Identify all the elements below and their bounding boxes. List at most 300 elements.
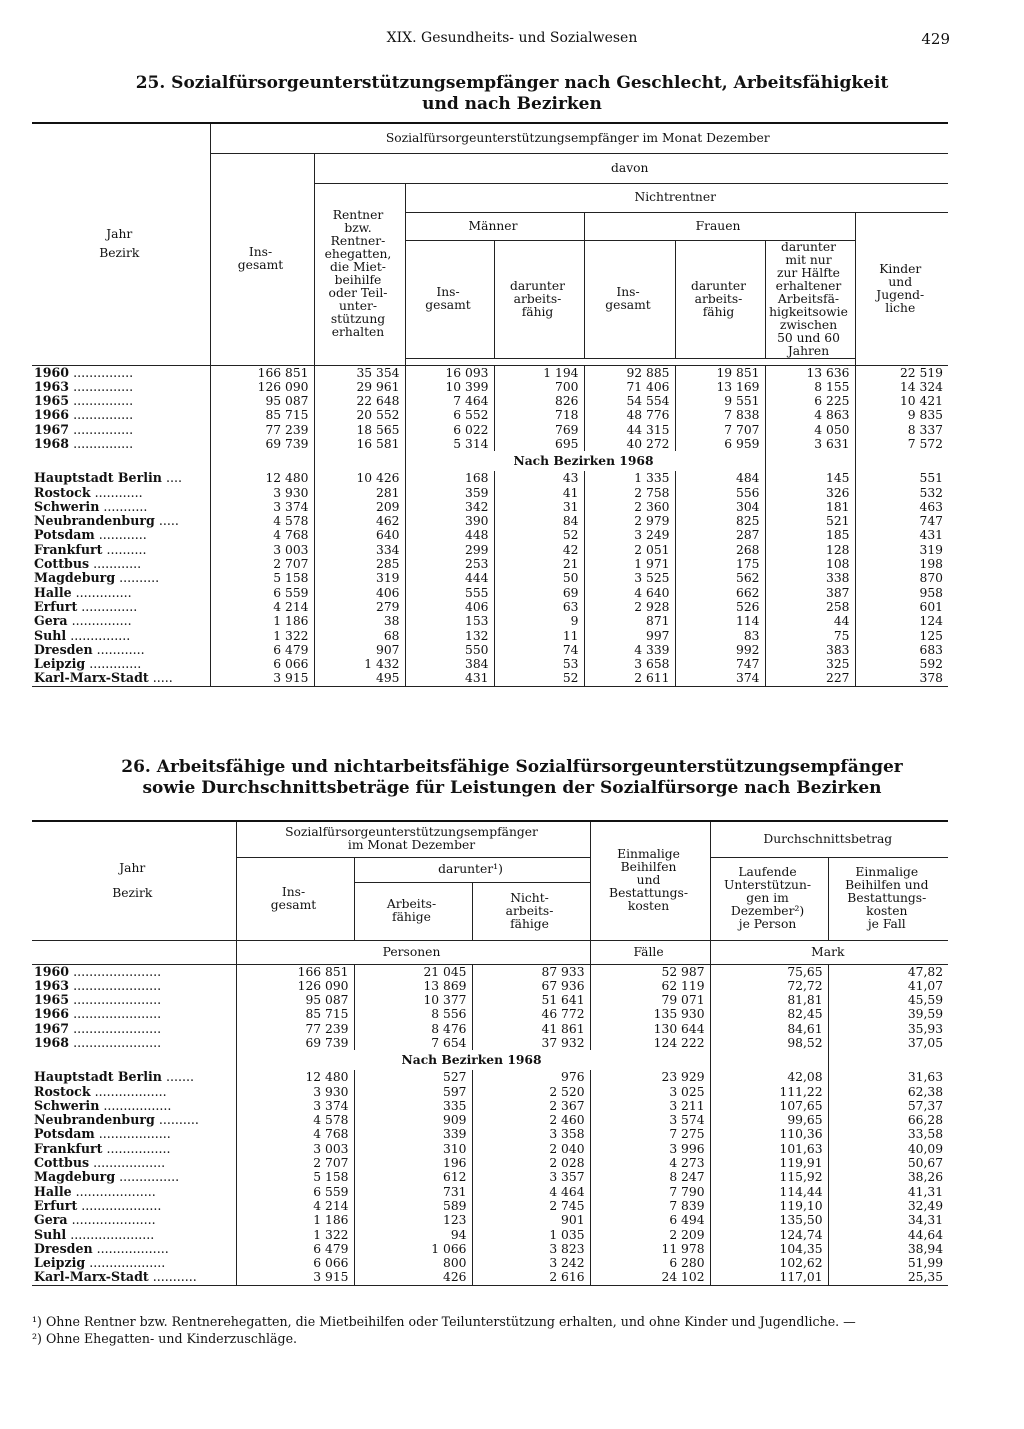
t25-district-row-leader-dots: .......... <box>106 542 147 557</box>
t25-district-cell: 431 <box>405 671 494 686</box>
t26-district-row <box>32 1170 948 1184</box>
t25-district-cell: 359 <box>405 486 494 500</box>
t26-year-cell: 7 654 <box>354 1036 472 1050</box>
t26-district-cell: 1 035 <box>472 1228 590 1242</box>
t25-year-cell: 20 552 <box>314 408 405 422</box>
t25-year-cell: 22 519 <box>855 365 948 380</box>
t25-district-cell: 3 249 <box>584 528 675 542</box>
t26-district-cell: 6 559 <box>236 1185 354 1199</box>
t26-year-cell: 41,07 <box>828 979 948 993</box>
t25-district-cell: 185 <box>765 528 855 542</box>
t26-district-row <box>32 1213 948 1227</box>
t25-district-cell: 3 658 <box>584 657 675 671</box>
t25-header-davon: davon <box>314 153 948 183</box>
t25-year-cell: 6 552 <box>405 408 494 422</box>
t26-year-row-name: 1965 <box>34 993 70 1008</box>
t25-district-cell: 556 <box>675 486 765 500</box>
t26-district-cell: 135,50 <box>710 1213 828 1227</box>
t25-district-row-name: Potsdam <box>34 528 95 543</box>
t26-district-cell: 1 066 <box>354 1242 472 1256</box>
t25-district-row <box>32 671 948 686</box>
t26-year-cell: 130 644 <box>590 1022 710 1036</box>
t26-district-row-leader-dots: .................. <box>98 1127 171 1142</box>
t26-district-row-leader-dots: ................... <box>89 1256 166 1271</box>
t25-year-row <box>32 394 948 408</box>
t26-year-cell: 135 930 <box>590 1007 710 1021</box>
t25-district-cell: 281 <box>314 486 405 500</box>
t26-district-row-leader-dots: .................. <box>94 1084 167 1099</box>
t25-year-cell: 769 <box>494 423 584 437</box>
t26-district-cell: 3 211 <box>590 1099 710 1113</box>
t26-year-cell: 87 933 <box>472 964 590 979</box>
t26-year-row-leader-dots: ...................... <box>73 964 162 979</box>
t25-district-cell: 3 374 <box>210 500 314 514</box>
t26-year-row-leader-dots: ...................... <box>73 1035 162 1050</box>
t25-district-row-label <box>32 643 210 657</box>
t25-district-cell: 75 <box>765 629 855 643</box>
t25-year-cell: 1 194 <box>494 365 584 380</box>
t25-district-cell: 907 <box>314 643 405 657</box>
t26-district-cell: 2 040 <box>472 1142 590 1156</box>
t26-year-row <box>32 979 948 993</box>
t26-year-cell: 37 932 <box>472 1036 590 1050</box>
table-25 <box>32 122 948 687</box>
t25-district-cell: 406 <box>405 600 494 614</box>
t26-district-row <box>32 1127 948 1141</box>
t26-header-laufende <box>710 857 828 940</box>
t26-district-cell: 426 <box>354 1270 472 1285</box>
t25-header-kinder-text: Kinder und Jugend- liche <box>876 261 925 315</box>
t26-year-row-label <box>32 979 236 993</box>
t25-district-cell: 175 <box>675 557 765 571</box>
t26-district-cell: 2 745 <box>472 1199 590 1213</box>
t26-year-cell: 10 377 <box>354 993 472 1007</box>
t26-district-cell: 3 242 <box>472 1256 590 1270</box>
t25-district-cell: 444 <box>405 571 494 585</box>
t25-district-row-label <box>32 486 210 500</box>
t26-year-cell: 8 476 <box>354 1022 472 1036</box>
t25-district-cell: 662 <box>675 586 765 600</box>
t26-district-cell: 2 520 <box>472 1085 590 1099</box>
table-25-title-line1: 25. Sozialfürsorgeunterstützungsempfänger nach Geschlecht, Arbeitsfähigkeit <box>135 73 889 93</box>
t25-year-cell: 718 <box>494 408 584 422</box>
t25-district-row-name: Hauptstadt Berlin <box>34 471 162 486</box>
t25-district-row <box>32 629 948 643</box>
t25-district-cell: 21 <box>494 557 584 571</box>
table-26-title-line1: 26. Arbeitsfähige und nichtarbeitsfähige Sozialfürsorgeunterstützungsempfänger <box>121 757 903 777</box>
t25-district-row-leader-dots: ..... <box>152 671 173 686</box>
t25-district-row <box>32 557 948 571</box>
t26-district-cell: 6 479 <box>236 1242 354 1256</box>
t25-district-cell: 43 <box>494 471 584 485</box>
t25-year-cell: 826 <box>494 394 584 408</box>
t26-header-insgesamt-text: Ins- gesamt <box>270 884 317 912</box>
t26-district-cell: 44,64 <box>828 1228 948 1242</box>
t26-district-cell: 50,67 <box>828 1156 948 1170</box>
t26-district-row-leader-dots: .................. <box>93 1156 166 1171</box>
t25-district-cell: 10 426 <box>314 471 405 485</box>
t25-district-row-leader-dots: ............... <box>70 628 131 643</box>
t25-year-cell: 6 022 <box>405 423 494 437</box>
t25-districts-body <box>32 471 948 686</box>
t25-header-f-haelfte <box>765 240 855 358</box>
t26-header-einm-fall-text: Einmalige Beihilfen und Bestattungs- kosten je Fall <box>845 865 929 931</box>
t26-year-row <box>32 1022 948 1036</box>
t26-year-cell: 46 772 <box>472 1007 590 1021</box>
t26-district-cell: 731 <box>354 1185 472 1199</box>
t25-district-row-name: Rostock <box>34 485 91 500</box>
table-26 <box>32 820 948 1286</box>
t25-year-cell: 6 959 <box>675 437 765 451</box>
t25-header-m-insgesamt-text: Ins- gesamt <box>425 285 471 312</box>
t25-district-cell: 338 <box>765 571 855 585</box>
t25-district-cell: 227 <box>765 671 855 686</box>
t25-district-cell: 6 559 <box>210 586 314 600</box>
t25-district-row-label <box>32 500 210 514</box>
t25-district-cell: 41 <box>494 486 584 500</box>
t25-district-cell: 406 <box>314 586 405 600</box>
t25-district-row-label <box>32 514 210 528</box>
t26-year-cell: 8 556 <box>354 1007 472 1021</box>
t25-district-cell: 384 <box>405 657 494 671</box>
t26-district-row <box>32 1099 948 1113</box>
t26-district-row-label <box>32 1127 236 1141</box>
t25-district-cell: 958 <box>855 586 948 600</box>
t25-district-cell: 747 <box>675 657 765 671</box>
t25-year-row-leader-dots: ............... <box>73 379 134 394</box>
t26-header-einmalige <box>590 821 710 940</box>
t25-district-cell: 63 <box>494 600 584 614</box>
t25-district-row-name: Dresden <box>34 642 93 657</box>
t25-district-cell: 168 <box>405 471 494 485</box>
t25-district-cell: 6 066 <box>210 657 314 671</box>
t26-year-row-name: 1968 <box>34 1035 70 1050</box>
t25-district-cell: 2 979 <box>584 514 675 528</box>
t25-year-row-name: 1965 <box>34 394 70 409</box>
t25-district-cell: 387 <box>765 586 855 600</box>
t25-district-row-name: Leipzig <box>34 657 86 672</box>
t25-district-cell: 299 <box>405 543 494 557</box>
t26-district-row-label <box>32 1113 236 1127</box>
t26-district-row-leader-dots: ..................... <box>70 1227 155 1242</box>
t25-district-row-leader-dots: .............. <box>81 599 138 614</box>
t25-district-cell: 31 <box>494 500 584 514</box>
t26-years-body <box>32 964 948 1050</box>
t25-district-row <box>32 586 948 600</box>
t26-year-cell: 85 715 <box>236 1007 354 1021</box>
t26-district-cell: 102,62 <box>710 1256 828 1270</box>
t25-year-cell: 8 155 <box>765 380 855 394</box>
t25-header-nichtrentner: Nichtrentner <box>405 183 948 212</box>
t25-year-cell: 7 464 <box>405 394 494 408</box>
t25-year-cell: 48 776 <box>584 408 675 422</box>
t25-district-row <box>32 471 948 485</box>
t25-district-row-name: Gera <box>34 614 68 629</box>
t25-year-row-name: 1968 <box>34 436 70 451</box>
t26-district-cell: 38,26 <box>828 1170 948 1184</box>
t25-year-cell: 71 406 <box>584 380 675 394</box>
t25-subheading-body <box>32 451 948 471</box>
t25-district-cell: 153 <box>405 614 494 628</box>
t26-district-cell: 23 929 <box>590 1070 710 1084</box>
t26-district-row-leader-dots: .......... <box>158 1113 199 1128</box>
t26-district-row-label <box>32 1156 236 1170</box>
t25-year-cell: 29 961 <box>314 380 405 394</box>
t26-year-cell: 69 739 <box>236 1036 354 1050</box>
t25-year-cell: 19 851 <box>675 365 765 380</box>
t26-district-row-label <box>32 1185 236 1199</box>
t25-district-cell: 3 525 <box>584 571 675 585</box>
t25-year-cell: 4 863 <box>765 408 855 422</box>
t26-district-row-leader-dots: ..................... <box>71 1213 156 1228</box>
t25-district-cell: 2 611 <box>584 671 675 686</box>
t25-district-cell: 3 915 <box>210 671 314 686</box>
t26-district-cell: 4 768 <box>236 1127 354 1141</box>
t26-year-cell: 41 861 <box>472 1022 590 1036</box>
t26-district-cell: 3 574 <box>590 1113 710 1127</box>
t26-year-row <box>32 993 948 1007</box>
t26-subheading: Nach Bezirken 1968 <box>236 1050 710 1070</box>
t26-district-row-leader-dots: ............... <box>119 1170 180 1185</box>
t25-district-cell: 1 971 <box>584 557 675 571</box>
t25-district-row-leader-dots: ............... <box>71 614 132 629</box>
t25-district-cell: 342 <box>405 500 494 514</box>
t25-district-cell: 555 <box>405 586 494 600</box>
t26-district-cell: 3 930 <box>236 1085 354 1099</box>
t26-district-row-label <box>32 1256 236 1270</box>
t26-district-cell: 124,74 <box>710 1228 828 1242</box>
t25-year-cell: 4 050 <box>765 423 855 437</box>
t26-district-row <box>32 1256 948 1270</box>
t25-year-cell: 10 421 <box>855 394 948 408</box>
t25-district-cell: 3 930 <box>210 486 314 500</box>
t25-year-cell: 22 648 <box>314 394 405 408</box>
t25-year-cell: 54 554 <box>584 394 675 408</box>
t26-district-cell: 62,38 <box>828 1085 948 1099</box>
t25-district-row-leader-dots: ............ <box>94 485 143 500</box>
t26-district-cell: 34,31 <box>828 1213 948 1227</box>
t26-year-row <box>32 1036 948 1050</box>
t26-district-row-leader-dots: ....... <box>165 1070 194 1085</box>
t26-year-row-leader-dots: ...................... <box>73 1007 162 1022</box>
t26-header-einm-fall <box>828 857 948 940</box>
t25-district-cell: 551 <box>855 471 948 485</box>
t26-year-cell: 77 239 <box>236 1022 354 1036</box>
t26-year-cell: 166 851 <box>236 964 354 979</box>
t25-year-row-label <box>32 423 210 437</box>
t26-district-cell: 3 358 <box>472 1127 590 1141</box>
t26-header-nichtarbeitsfaehige-text: Nicht- arbeits- fähige <box>505 890 554 931</box>
t25-district-cell: 374 <box>675 671 765 686</box>
t25-district-row-leader-dots: ............ <box>98 528 147 543</box>
t25-header-main: Sozialfürsorgeunterstützungsempfänger im Monat Dezember <box>210 123 948 153</box>
t25-district-row <box>32 643 948 657</box>
t25-header-f-insgesamt-text: Ins- gesamt <box>605 285 651 312</box>
t26-district-cell: 31,63 <box>828 1070 948 1084</box>
t25-district-cell: 68 <box>314 629 405 643</box>
t26-district-cell: 3 025 <box>590 1085 710 1099</box>
t25-district-row-leader-dots: .............. <box>75 585 132 600</box>
t25-district-cell: 209 <box>314 500 405 514</box>
t25-district-cell: 747 <box>855 514 948 528</box>
t25-header-rentner-text: Rentner bzw. Rentner- ehegatten, die Miet- beihilfe oder Teil- unter- stützung erhalten <box>324 208 392 339</box>
t25-sub-blank <box>314 451 405 471</box>
t26-district-cell: 51,99 <box>828 1256 948 1270</box>
t25-year-cell: 5 314 <box>405 437 494 451</box>
t26-district-cell: 57,37 <box>828 1099 948 1113</box>
t25-district-cell: 1 322 <box>210 629 314 643</box>
t25-district-row-leader-dots: ........... <box>103 499 148 514</box>
t26-district-row-name: Halle <box>34 1184 72 1199</box>
t26-district-cell: 3 915 <box>236 1270 354 1285</box>
t25-district-row <box>32 514 948 528</box>
t26-district-cell: 589 <box>354 1199 472 1213</box>
t26-district-row-label <box>32 1242 236 1256</box>
t26-district-cell: 339 <box>354 1127 472 1141</box>
t25-district-row-name: Suhl <box>34 628 67 643</box>
t25-year-row <box>32 423 948 437</box>
t25-year-cell: 13 169 <box>675 380 765 394</box>
t26-header-main-text: Sozialfürsorgeunterstützungsempfänger im Monat Dezember <box>285 825 538 853</box>
t26-district-cell: 101,63 <box>710 1142 828 1156</box>
t26-district-cell: 3 374 <box>236 1099 354 1113</box>
chapter-title: XIX. Gesundheits- und Sozialwesen <box>386 30 638 46</box>
t26-district-row-name: Karl-Marx-Stadt <box>34 1270 149 1285</box>
t26-year-cell: 39,59 <box>828 1007 948 1021</box>
t26-header-arbeitsfaehige-text: Arbeits- fähige <box>386 897 437 924</box>
t25-year-cell: 700 <box>494 380 584 394</box>
t25-year-row-name: 1960 <box>34 365 70 380</box>
t26-district-cell: 1 322 <box>236 1228 354 1242</box>
t26-districts-body <box>32 1070 948 1285</box>
t25-district-cell: 83 <box>675 629 765 643</box>
t26-district-row-leader-dots: .................... <box>81 1198 162 1213</box>
t25-year-cell: 14 324 <box>855 380 948 394</box>
t25-year-row <box>32 380 948 394</box>
t26-district-cell: 110,36 <box>710 1127 828 1141</box>
t25-district-row <box>32 528 948 542</box>
t26-district-row <box>32 1142 948 1156</box>
t25-district-cell: 2 707 <box>210 557 314 571</box>
t25-district-cell: 870 <box>855 571 948 585</box>
t26-district-row-label <box>32 1099 236 1113</box>
t25-district-cell: 5 158 <box>210 571 314 585</box>
t25-district-cell: 285 <box>314 557 405 571</box>
t25-district-row-label <box>32 528 210 542</box>
t26-district-row-leader-dots: ................ <box>106 1141 171 1156</box>
t26-district-row <box>32 1085 948 1099</box>
t25-district-cell: 69 <box>494 586 584 600</box>
t26-year-row-label <box>32 993 236 1007</box>
t26-district-row <box>32 1270 948 1285</box>
t25-district-row-label <box>32 629 210 643</box>
t25-district-cell: 53 <box>494 657 584 671</box>
t26-district-cell: 800 <box>354 1256 472 1270</box>
t26-year-cell: 95 087 <box>236 993 354 1007</box>
t26-year-row-label <box>32 1007 236 1021</box>
t26-district-cell: 976 <box>472 1070 590 1084</box>
t26-district-row <box>32 1156 948 1170</box>
t25-district-cell: 1 335 <box>584 471 675 485</box>
t25-district-cell: 11 <box>494 629 584 643</box>
t26-year-cell: 47,82 <box>828 964 948 979</box>
t25-header-jahr: Jahr <box>106 227 133 242</box>
t25-district-cell: 2 758 <box>584 486 675 500</box>
t26-sub-blank <box>32 1050 236 1070</box>
t26-year-row-name: 1967 <box>34 1021 70 1036</box>
t26-district-cell: 1 186 <box>236 1213 354 1227</box>
t26-year-cell: 126 090 <box>236 979 354 993</box>
t25-district-row-label <box>32 657 210 671</box>
t25-district-cell: 463 <box>855 500 948 514</box>
t25-year-cell: 166 851 <box>210 365 314 380</box>
t25-year-cell: 9 551 <box>675 394 765 408</box>
t26-district-cell: 38,94 <box>828 1242 948 1256</box>
t25-sub-blank <box>855 451 948 471</box>
t25-year-row-label <box>32 394 210 408</box>
t25-district-cell: 74 <box>494 643 584 657</box>
t25-header-jahr-bezirk <box>32 123 210 365</box>
t25-district-cell: 326 <box>765 486 855 500</box>
t26-header-insgesamt <box>236 857 354 940</box>
t26-subheading-body <box>32 1050 948 1070</box>
t26-district-cell: 41,31 <box>828 1185 948 1199</box>
t26-district-cell: 66,28 <box>828 1113 948 1127</box>
t26-year-row-leader-dots: ...................... <box>73 993 162 1008</box>
t26-district-cell: 6 280 <box>590 1256 710 1270</box>
t25-year-row-leader-dots: ............... <box>73 422 134 437</box>
t26-district-row-label <box>32 1085 236 1099</box>
t25-district-row <box>32 657 948 671</box>
t26-district-cell: 4 578 <box>236 1113 354 1127</box>
t25-year-cell: 8 337 <box>855 423 948 437</box>
table-26-title-line2: sowie Durchschnittsbeträge für Leistungen der Sozialfürsorge nach Bezirken <box>142 778 882 798</box>
t26-district-cell: 4 273 <box>590 1156 710 1170</box>
t25-district-cell: 52 <box>494 671 584 686</box>
t26-district-cell: 117,01 <box>710 1270 828 1285</box>
t25-header-f-haelfte-text: darunter mit nur zur Hälfte erhaltener Arbeitsfä- higkeitsowie zwischen 50 und 60 Jahren <box>769 240 848 358</box>
t26-district-cell: 2 367 <box>472 1099 590 1113</box>
t26-year-cell: 21 045 <box>354 964 472 979</box>
t26-district-row-name: Schwerin <box>34 1098 100 1113</box>
t25-district-cell: 526 <box>675 600 765 614</box>
t25-district-cell: 9 <box>494 614 584 628</box>
t25-district-cell: 124 <box>855 614 948 628</box>
t25-district-row <box>32 614 948 628</box>
t25-year-cell: 77 239 <box>210 423 314 437</box>
t26-district-row-name: Neubrandenburg <box>34 1113 155 1128</box>
t25-header-m-insgesamt <box>405 240 494 358</box>
t26-year-cell: 35,93 <box>828 1022 948 1036</box>
t25-year-cell: 3 631 <box>765 437 855 451</box>
t25-district-cell: 2 928 <box>584 600 675 614</box>
t25-district-row <box>32 486 948 500</box>
t26-district-cell: 104,35 <box>710 1242 828 1256</box>
t25-district-row-leader-dots: ............ <box>96 642 145 657</box>
t25-district-row-name: Magdeburg <box>34 571 116 586</box>
t25-district-row-leader-dots: ..... <box>158 514 179 529</box>
t25-year-cell: 95 087 <box>210 394 314 408</box>
t26-district-row-label <box>32 1270 236 1285</box>
t25-year-cell: 69 739 <box>210 437 314 451</box>
t25-year-cell: 7 838 <box>675 408 765 422</box>
t26-year-cell: 81,81 <box>710 993 828 1007</box>
t26-district-cell: 99,65 <box>710 1113 828 1127</box>
t25-header-frauen: Frauen <box>584 212 855 240</box>
t25-header-m-arbeitsfaehig-text: darunter arbeits- fähig <box>509 278 566 319</box>
t26-district-row-leader-dots: .................... <box>75 1184 156 1199</box>
t25-header-bezirk: Bezirk <box>99 246 140 261</box>
